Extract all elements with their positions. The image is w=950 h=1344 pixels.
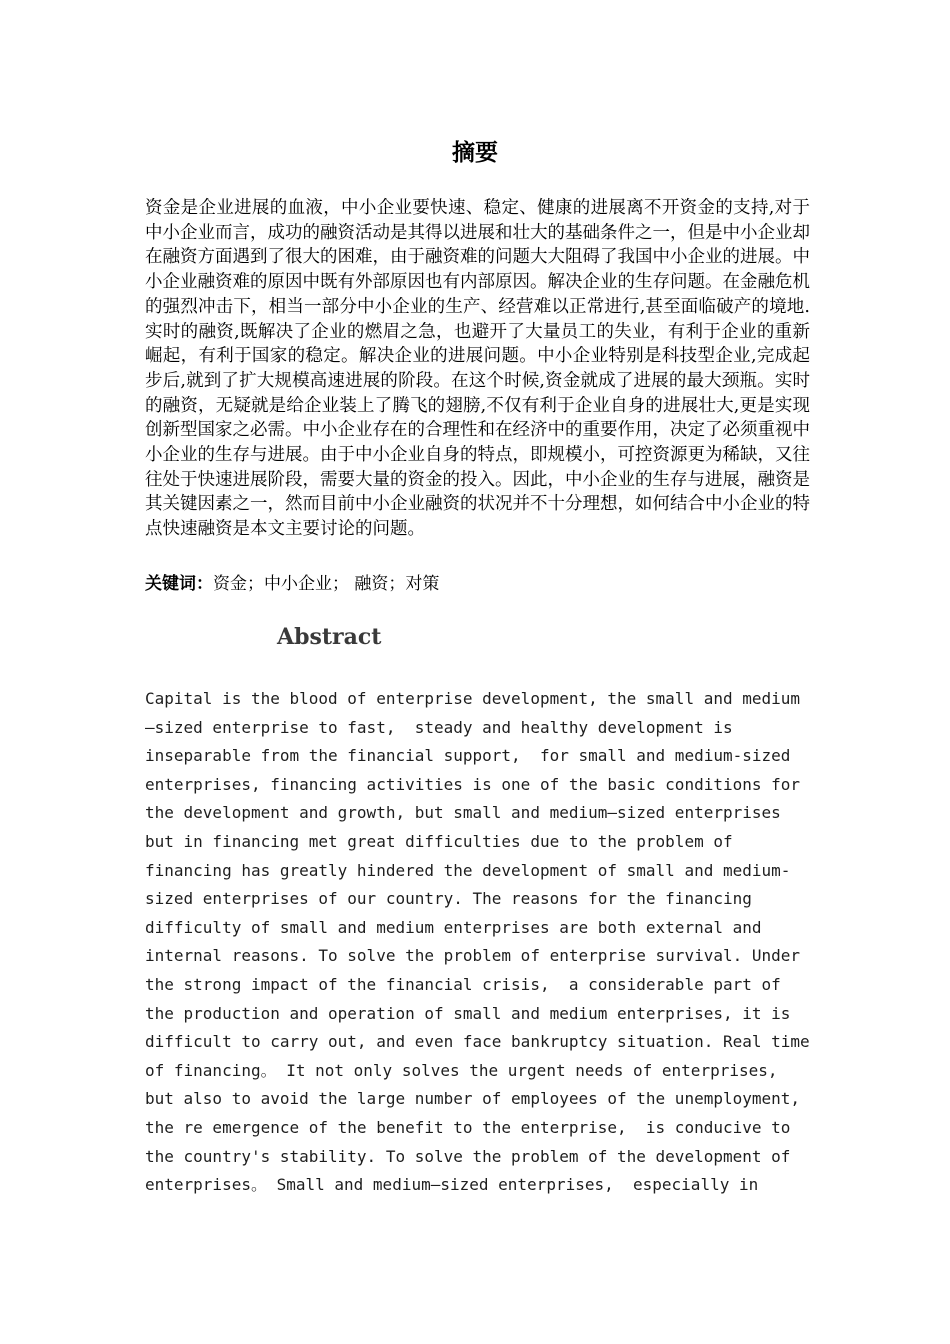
- abstract-line: difficult to carry out, and even face bankruptcy situation. Real time: [145, 1032, 810, 1052]
- english-abstract-title: Abstract: [277, 624, 382, 650]
- abstract-line: —sized enterprise to fast, steady and healthy development is: [145, 717, 733, 737]
- abstract-line: but also to avoid the large number of employees of the unemployment,: [145, 1089, 801, 1109]
- keywords-values: 资金；中小企业； 融资；对策: [213, 574, 440, 594]
- abstract-line: Capital is the blood of enterprise development, the small and medium: [145, 689, 801, 708]
- abstract-line: of financing。 It not only solves the urgent needs of enterprises,: [145, 1060, 778, 1080]
- chinese-abstract-title: 摘要: [452, 140, 498, 166]
- abstract-line: the country's stability. To solve the problem of the development of: [145, 1146, 791, 1166]
- abstract-line: the development and growth, but small and medium—sized enterprises: [145, 803, 781, 823]
- abstract-line: enterprises。 Small and medium—sized enterprises, especially in: [145, 1175, 759, 1195]
- abstract-line: inseparable from the financial support, for small and medium-sized: [145, 746, 791, 766]
- english-abstract-body: [145, 685, 810, 1200]
- chinese-abstract-body: 资金是企业进展的血液，中小企业要快速、稳定、健康的进展离不开资金的支持,对于中小企业而言，成功的融资活动是其得以进展和壮大的基础条件之一，但是中小企业却在融资方面遇到了很大的困难，由于融资难的问题大大阻碍了我国中小企业的进展。中小企业融资难的原因中既有外部原因也有内部原因。解决企业的生存问题。在金融危机的强烈冲击下，相当一部分中小企业的生产、经营难以正常进行,甚至面临破产的境地.实时的融资,既解决了企业的燃眉之急，也避开了大量员工的失业，有利于企业的重新崛起，有利于国家的稳定。解决企业的进展问题。中小企业特别是科技型企业,完成起步后,就到了扩大规模高速进展的阶段。在这个时候,资金就成了进展的最大颈瓶。实时的融资，无疑就是给企业装上了腾飞的翅膀,不仅有利于企业自身的进展壮大,更是实现创新型国家之必需。中小企业存在的合理性和在经济中的重要作用，决定了必须重视中小企业的生存与进展。由于中小企业自身的特点，即规模小，可控资源更为稀缺，又往往处于快速进展阶段，需要大量的资金的投入。因此，中小企业的生存与进展，融资是其关键因素之一，然而目前中小企业融资的状况并不十分理想，如何结合中小企业的特点快速融资是本文主要讨论的问题。: [145, 198, 810, 540]
- abstract-line: the re emergence of the benefit to the enterprise, is conducive to: [145, 1117, 791, 1137]
- abstract-line: the production and operation of small and medium enterprises, it is: [145, 1003, 791, 1023]
- abstract-line: sized enterprises of our country. The reasons for the financing: [145, 889, 752, 909]
- keywords-label: 关键词：: [145, 574, 213, 594]
- abstract-line: but in financing met great difficulties due to the problem of: [145, 831, 733, 851]
- abstract-line: the strong impact of the financial crisis, a considerable part of: [145, 974, 781, 994]
- abstract-line: enterprises, financing activities is one of the basic conditions for: [145, 774, 801, 794]
- abstract-line: financing has greatly hindered the development of small and medium-: [145, 860, 791, 880]
- abstract-line: difficulty of small and medium enterprises are both external and: [145, 917, 762, 937]
- abstract-line: internal reasons. To solve the problem of enterprise survival. Under: [145, 946, 801, 966]
- keywords-line: [145, 569, 439, 594]
